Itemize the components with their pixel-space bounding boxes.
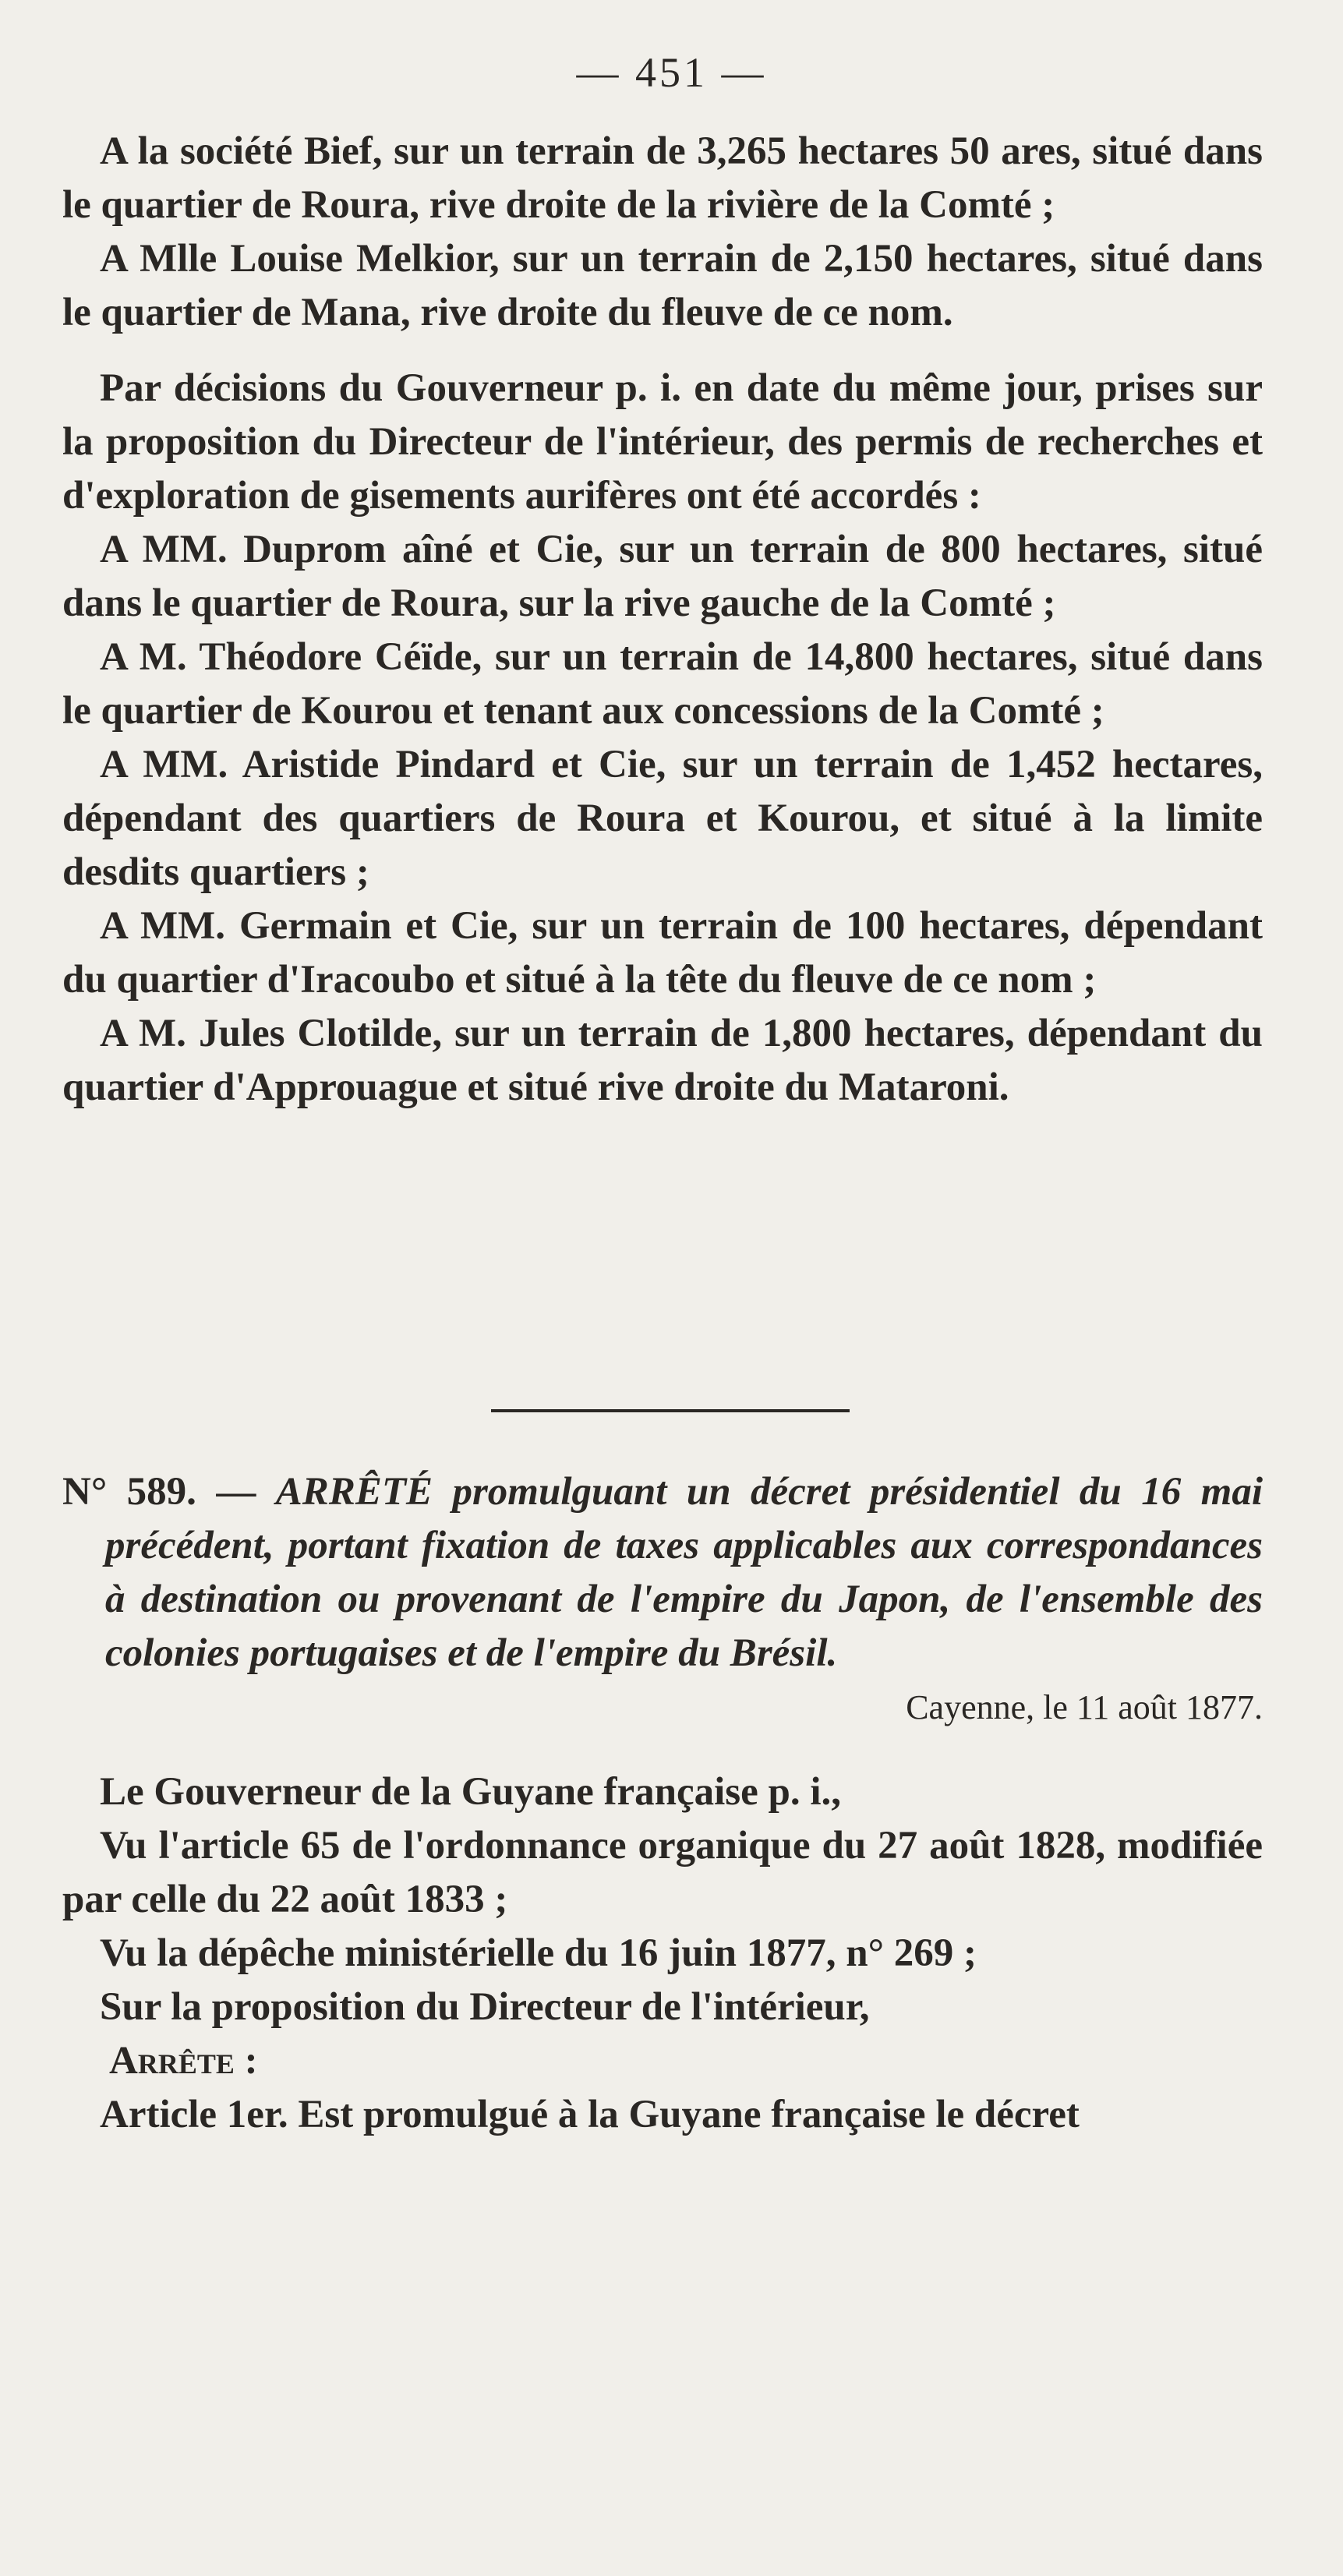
article-1: Article 1er. Est promulgué à la Guyane française le décret [100,2093,1080,2136]
paragraph-6: A MM. Aristide Pindard et Cie, sur un terrain de 1,452 hectares, dépendant des quartiers de Roura et Kourou, et situé à la limite desdits quartiers ; [62,743,1263,894]
paragraph-4: A MM. Duprom aîné et Cie, sur un terrain de 800 hectares, situé dans le quartier de Roura, sur la rive gauche de la Comté ; [62,528,1263,625]
paragraph-1: A la société Bief, sur un terrain de 3,265 hectares 50 ares, situé dans le quartier de Roura, rive droite de la rivière de la Comté ; [62,129,1263,227]
arrete-heading [62,1465,1263,1680]
section-divider [491,1409,850,1412]
paragraph-5: A M. Théodore Céïde, sur un terrain de 14,800 hectares, situé dans le quartier de Kourou et tenant aux concessions de la Comté ; [62,635,1263,733]
paragraph-2: A Mlle Louise Melkior, sur un terrain de 2,150 hectares, situé dans le quartier de Mana, rive droite du fleuve de ce nom. [62,237,1263,334]
paragraph-8: A M. Jules Clotilde, sur un terrain de 1,800 hectares, dépendant du quartier d'Approuague et situé rive droite du Mataroni. [62,1012,1263,1109]
vu-depeche: Vu la dépêche ministérielle du 16 juin 1877, n° 269 ; [100,1931,977,1975]
paragraph-3: Par décisions du Gouverneur p. i. en date du même jour, prises sur la proposition du Directeur de l'intérieur, des permis de recherches et d'exploration de gisements aurifères ont été accordés : [62,366,1263,518]
concessions-list [62,125,1263,1115]
arrete-label: Arrête : [109,2039,258,2083]
arrete-section [62,1465,1263,2142]
arrete-number: N° 589. — [62,1470,256,1514]
gouverneur-line: Le Gouverneur de la Guyane française p. i., [100,1770,842,1814]
arrete-title: ARRÊTÉ promulguant un décret présidentiel du 16 mai précédent, portant fixation de taxes applicables aux correspondances à destination ou provenant de l'empire du Japon, de l'ensemble des colonies portugaises et de l'empire du Brésil. [105,1470,1263,1675]
page-number: — 451 — [576,49,767,96]
paragraph-7: A MM. Germain et Cie, sur un terrain de 100 hectares, dépendant du quartier d'Iracoubo et situé à la tête du fleuve de ce nom ; [62,904,1263,1002]
arrete-place-date: Cayenne, le 11 août 1877. [906,1688,1263,1726]
proposition-line: Sur la proposition du Directeur de l'intérieur, [100,1985,870,2029]
vu-article: Vu l'article 65 de l'ordonnance organique du 27 août 1828, modifiée par celle du 22 août 1833 ; [62,1824,1263,1921]
